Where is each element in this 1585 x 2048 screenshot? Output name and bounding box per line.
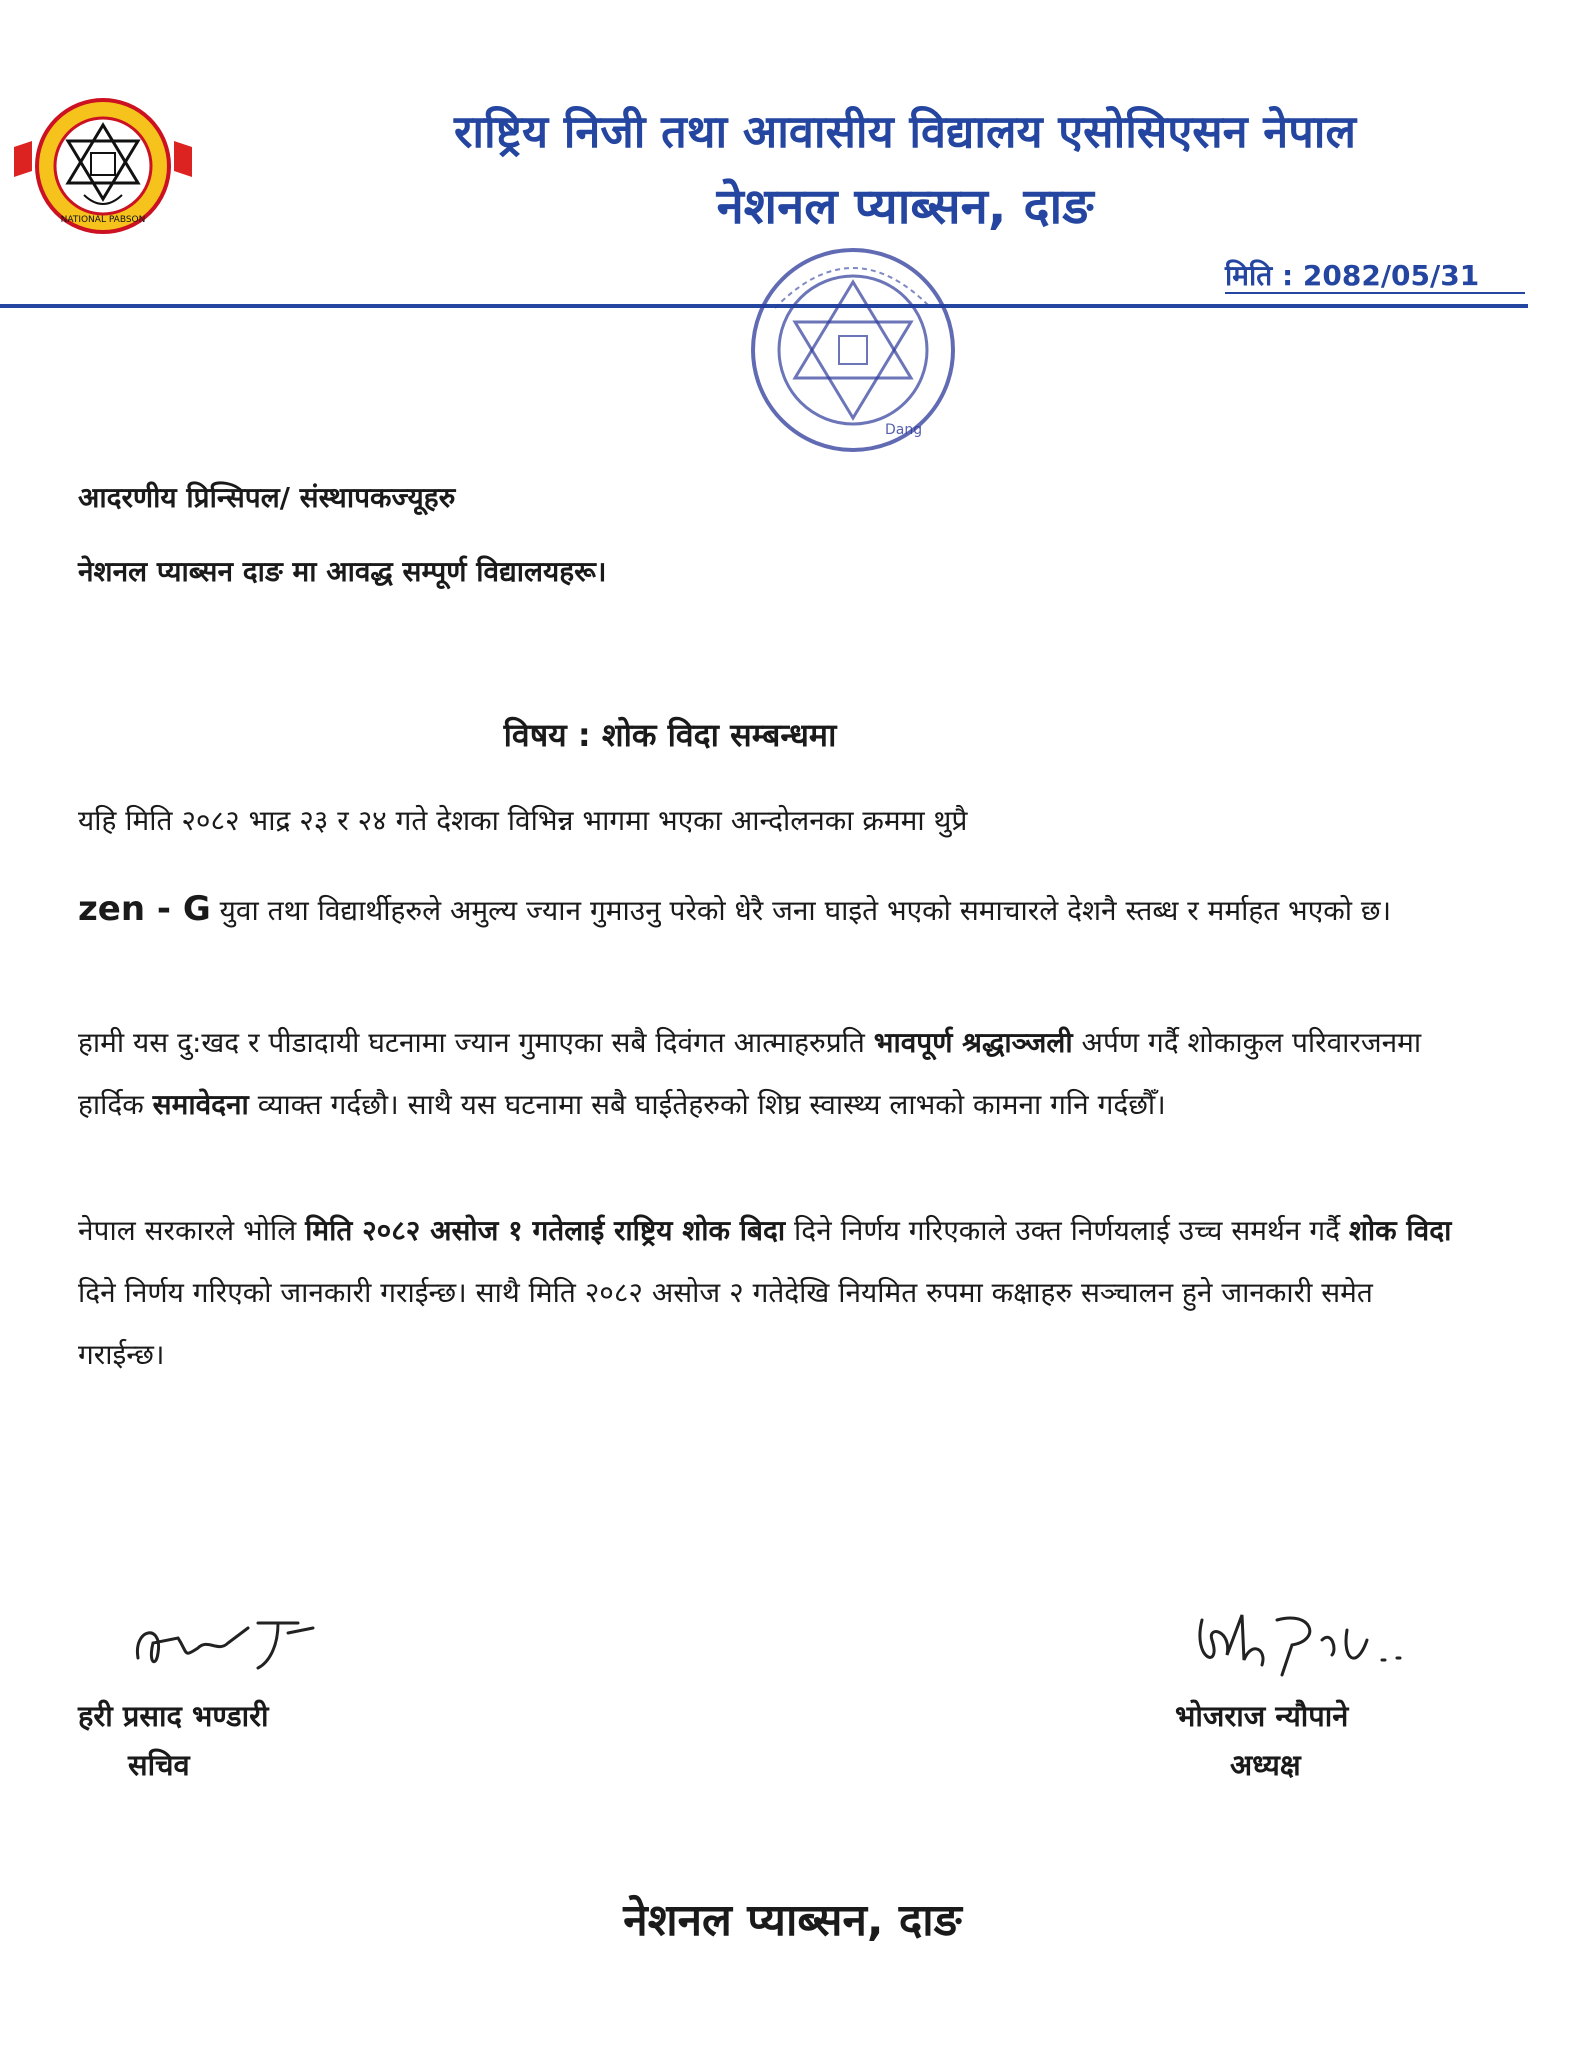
- secretary-role: सचिव: [128, 1748, 190, 1782]
- body-paragraph-1: यहि मिति २०८२ भाद्र २३ र २४ गते देशका विभिन्न भागमा भएका आन्दोलनका क्रममा थुप्रै: [78, 804, 968, 837]
- addressee-line-2: नेशनल प्याब्सन दाङ मा आवद्ध सम्पूर्ण विद्यालयहरू।: [78, 555, 607, 588]
- paragraph-3-bold-condolence: समावेदना: [152, 1088, 249, 1121]
- president-signature: [1182, 1600, 1412, 1685]
- organization-name: राष्ट्रिय निजी तथा आवासीय विद्यालय एसोसिएसन नेपाल: [454, 105, 1356, 158]
- addressee-line-1: आदरणीय प्रिन्सिपल/ संस्थापकज्यूहरु: [78, 481, 456, 514]
- organization-logo-icon: [14, 95, 192, 237]
- logo-text: NATIONAL PABSON: [60, 215, 146, 225]
- organization-branch: नेशनल प्याब्सन, दाङ: [716, 178, 1094, 235]
- paragraph-4-text-a: नेपाल सरकारले भोलि: [78, 1214, 306, 1247]
- secretary-signature: [128, 1608, 328, 1678]
- date-underline: [1225, 292, 1525, 294]
- footer-organization: नेशनल प्याब्सन, दाङ: [623, 1895, 962, 1946]
- president-name: भोजराज न्यौपाने: [1175, 1699, 1349, 1733]
- paragraph-4-text-c: दिने निर्णय गरिएकाले उक्त निर्णयलाई उच्च समर्थन गर्दै: [785, 1214, 1349, 1247]
- secretary-name: हरी प्रसाद भण्डारी: [78, 1699, 269, 1733]
- body-paragraph-3: [78, 1012, 1458, 1136]
- paragraph-3-text-c: अर्पण गर्दै शोकाकुल परिवारजनमा हार्दिक: [78, 1026, 1422, 1121]
- paragraph-2-text: युवा तथा विद्यार्थीहरुले अमुल्य ज्यान गुमाउनु परेको धेरै जना घाइते भएको समाचारले देशनै स्तब्ध र मर्माहत भएको छ।: [210, 894, 1392, 927]
- paragraph-3-text-a: हामी यस दु:खद र पीडादायी घटनामा ज्यान गुमाएका सबै दिवंगत आत्माहरुप्रति: [78, 1026, 874, 1059]
- official-stamp-icon: [735, 238, 970, 463]
- paragraph-3-text-e: व्याक्त गर्दछौ। साथै यस घटनामा सबै घाईतेहरुको शिघ्र स्वास्थ्य लाभको कामना गनि गर्दछौँ।: [248, 1088, 1166, 1121]
- president-role: अध्यक्ष: [1230, 1748, 1301, 1782]
- letter-date: मिति : 2082/05/31: [1225, 259, 1480, 292]
- letter-subject: विषय : शोक विदा सम्बन्धमा: [503, 716, 837, 754]
- body-paragraph-2: [78, 878, 1458, 942]
- stamp-text: Dang: [885, 422, 923, 438]
- paragraph-4-bold-holiday: मिति २०८२ असोज १ गतेलाई राष्ट्रिय शोक बिदा: [305, 1214, 786, 1247]
- paragraph-4-text-e: दिने निर्णय गरिएको जानकारी गराईन्छ। साथै मिति २०८२ असोज २ गतेदेखि नियमित रुपमा कक्षाहरु सञ्चालन हुने जानकारी समेत गराईन्छ।: [78, 1276, 1373, 1371]
- paragraph-4-bold-leave: शोक विदा: [1348, 1214, 1452, 1247]
- paragraph-3-bold-tribute: भावपूर्ण श्रद्धाञ्जली: [873, 1026, 1073, 1059]
- zen-g-term: zen - G: [78, 889, 211, 929]
- body-paragraph-4: [78, 1200, 1458, 1386]
